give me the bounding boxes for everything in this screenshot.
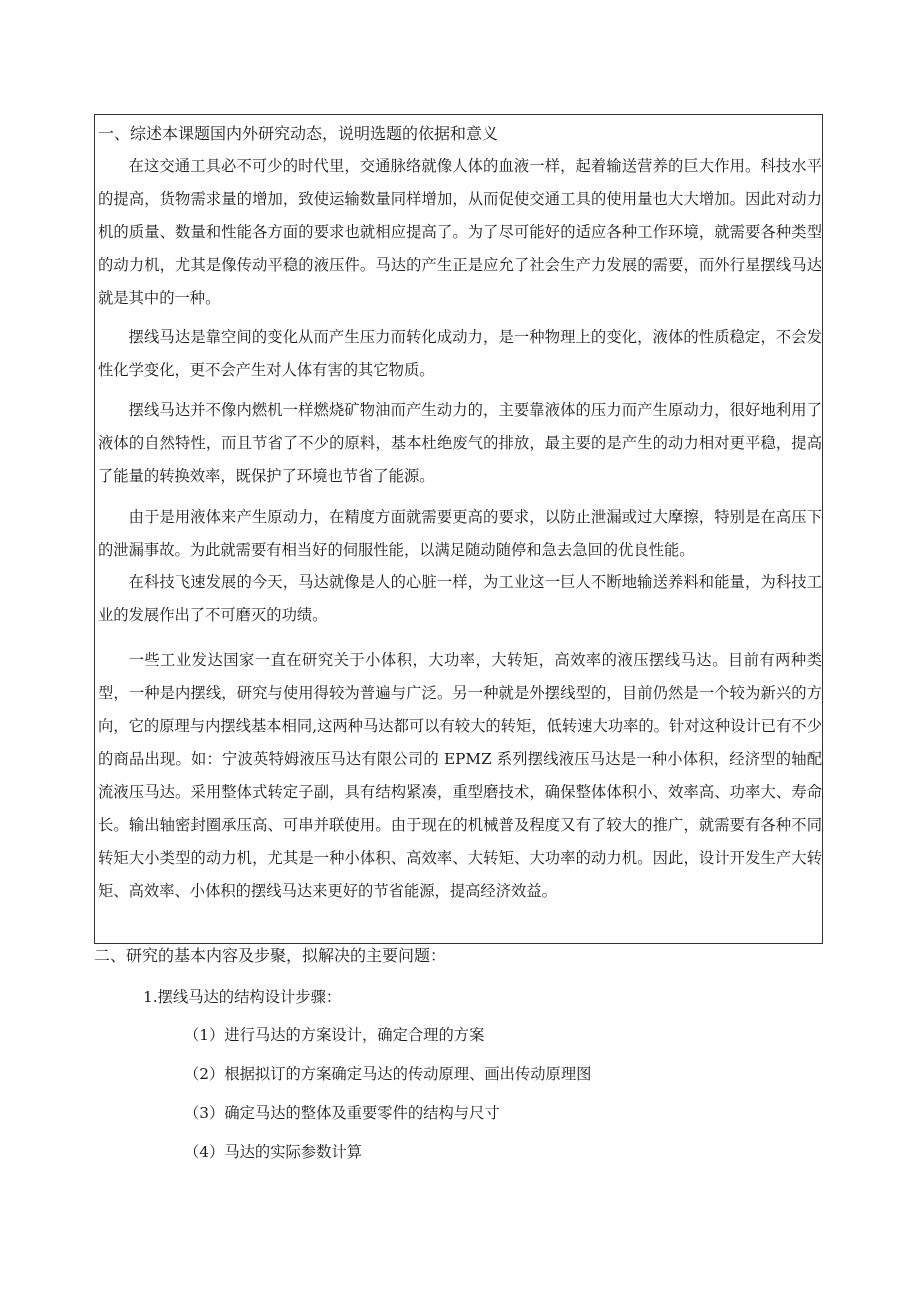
section1-paragraph-4: 由于是用液体来产生原动力，在精度方面就需要更高的要求，以防止泄漏或过大摩擦，特别是在高压下的泄漏事故。为此就需要有相当好的伺服性能，以满足随动随停和急去急回的优良性能。 — [98, 508, 822, 559]
section1-paragraph-5: 在科技飞速发展的今天，马达就像是人的心脏一样，为工业这一巨人不断地输送养料和能量，为科技工业的发展作出了不可磨灭的功绩。 — [98, 573, 822, 624]
section1-paragraph-6: 一些工业发达国家一直在研究关于小体积，大功率，大转矩，高效率的液压摆线马达。目前有两种类型，一种是内摆线，研究与使用得较为普遍与广泛。另一种就是外摆线型的，目前仍然是一个较为新兴的方向，它的原理与内摆线基本相同,这两种马达都可以有较大的转矩，低转速大功率的。针对这种设计已有不少的商品出现。如：宁波英特姆液压马达有限公司的 EPMZ 系列摆线液压马达是一种小体积，经济型的轴配流液压马达。采用整体式转定子副，具有结构紧凑，重型磨技术，确保整体体积小、效率高、功率大、寿命长。输出轴密封圈承压高、可串并联使用。由于现在的机械普及程度又有了较大的推广，就需要有各种不同转矩大小类型的动力机，尤其是一种小体积、高效率、大转矩、大功率的动力机。因此，设计开发生产大转矩、高效率、小体积的摆线马达来更好的节省能源，提高经济效益。 — [98, 651, 822, 900]
step-item-1: （1）进行马达的方案设计，确定合理的方案 — [184, 1026, 485, 1044]
section2-heading: 二、研究的基本内容及步聚，拟解决的主要问题： — [94, 946, 447, 965]
step-item-4: （4）马达的实际参数计算 — [184, 1143, 362, 1161]
section1-heading: 一、综述本课题国内外研究动态，说明选题的依据和意义 — [98, 124, 499, 143]
section1-paragraph-2: 摆线马达是靠空间的变化从而产生压力而转化成动力，是一种物理上的变化，液体的性质稳定，不会发性化学变化，更不会产生对人体有害的其它物质。 — [98, 328, 822, 379]
section1-paragraph-3: 摆线马达并不像内燃机一样燃烧矿物油而产生动力的，主要靠液体的压力而产生原动力，很好地利用了液体的自然特性，而且节省了不少的原料，基本杜绝废气的排放，最主要的是产生的动力相对更平稳，提高了能量的转换效率，既保护了环境也节省了能源。 — [98, 401, 822, 485]
step-item-2: （2）根据拟订的方案确定马达的传动原理、画出传动原理图 — [184, 1065, 592, 1083]
section1-paragraph-1: 在这交通工具必不可少的时代里，交通脉络就像人体的血液一样，起着输送营养的巨大作用。科技水平的提高，货物需求量的增加，致使运输数量同样增加，从而促使交通工具的使用量也大大增加。因此对动力机的质量、数量和性能各方面的要求也就相应提高了。为了尽可能好的适应各种工作环境，就需要各种类型的动力机，尤其是像传动平稳的液压件。马达的产生正是应允了社会生产力发展的需要，而外行星摆线马达就是其中的一种。 — [98, 157, 822, 307]
step-item-3: （3）确定马达的整体及重要零件的结构与尺寸 — [184, 1104, 500, 1122]
section2-subheading: 1.摆线马达的结构设计步骤： — [143, 988, 342, 1006]
